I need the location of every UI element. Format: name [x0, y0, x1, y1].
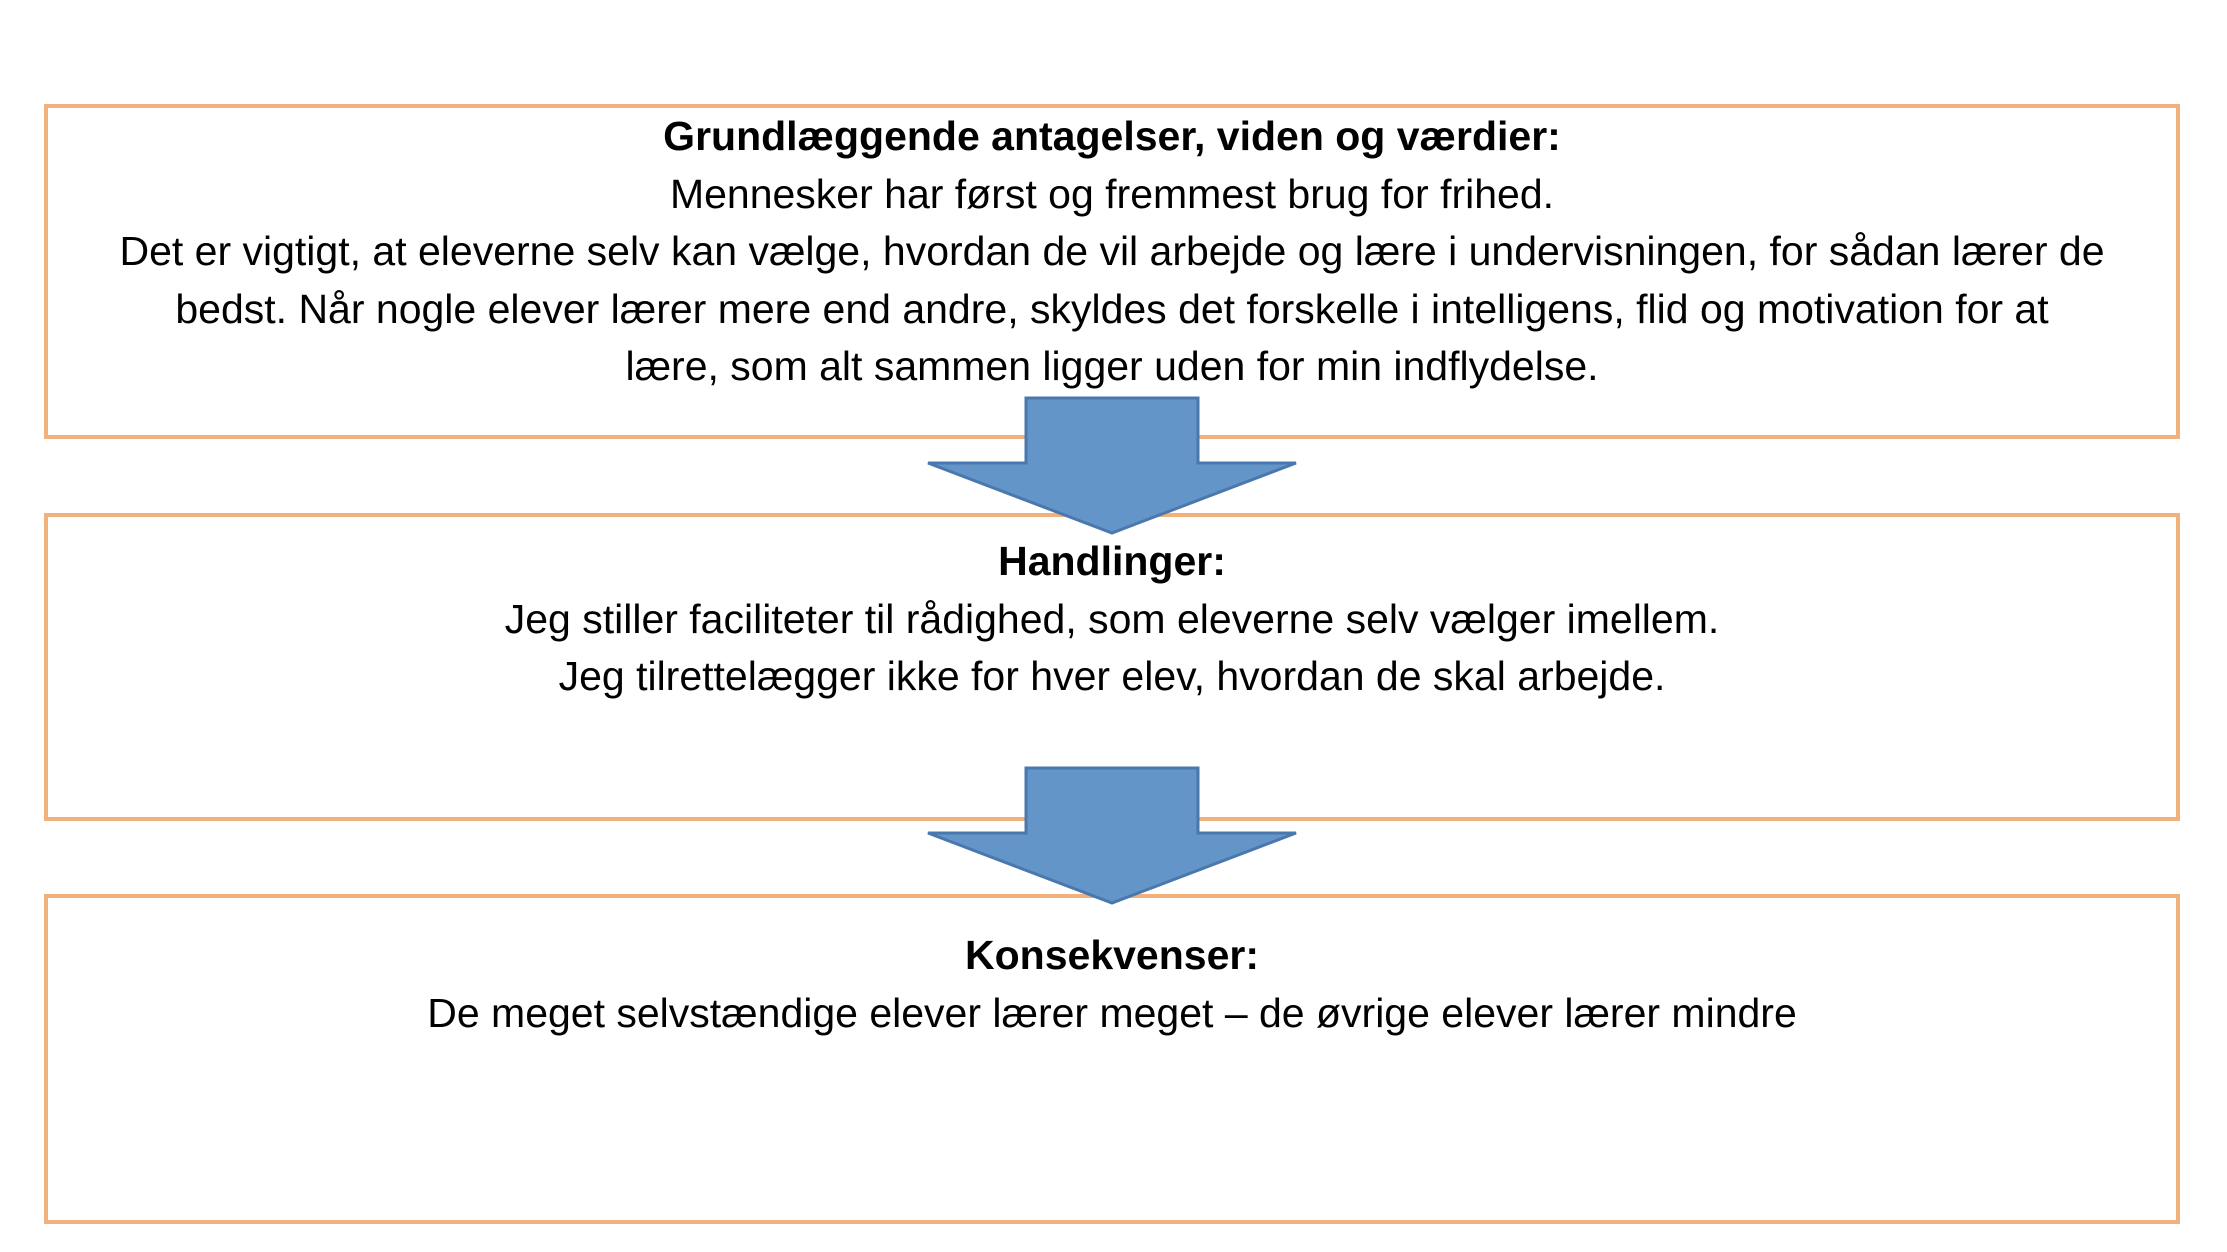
consequences-line: De meget selvstændige elever lærer meget – de øvrige elever lærer mindre	[427, 989, 1797, 1036]
actions-line: Jeg stiller faciliteter til rådighed, som eleverne selv vælger imellem.	[504, 595, 1720, 642]
actions-box	[44, 513, 2180, 821]
assumptions-box	[44, 104, 2180, 439]
assumptions-line: bedst. Når nogle elever lærer mere end andre, skyldes det forskelle i intelligens, flid og motivation for at	[175, 285, 2049, 332]
assumptions-content	[48, 108, 2176, 396]
assumptions-line: lære, som alt sammen ligger uden for min indflydelse.	[625, 343, 1599, 389]
actions-content	[48, 517, 2176, 706]
consequences-box	[44, 894, 2180, 1224]
assumptions-heading: Grundlæggende antagelser, viden og værdier:	[663, 113, 1561, 159]
assumptions-line: Det er vigtigt, at eleverne selv kan vælge, hvordan de vil arbejde og lære i undervisningen, for sådan lærer de	[119, 228, 2105, 274]
actions-heading: Handlinger:	[998, 538, 1226, 584]
assumptions-line: Mennesker har først og fremmest brug for frihed.	[669, 170, 1555, 217]
actions-line: Jeg tilrettelægger ikke for hver elev, hvordan de skal arbejde.	[558, 653, 1666, 699]
consequences-content	[48, 898, 2176, 1042]
consequences-heading: Konsekvenser:	[965, 932, 1259, 978]
